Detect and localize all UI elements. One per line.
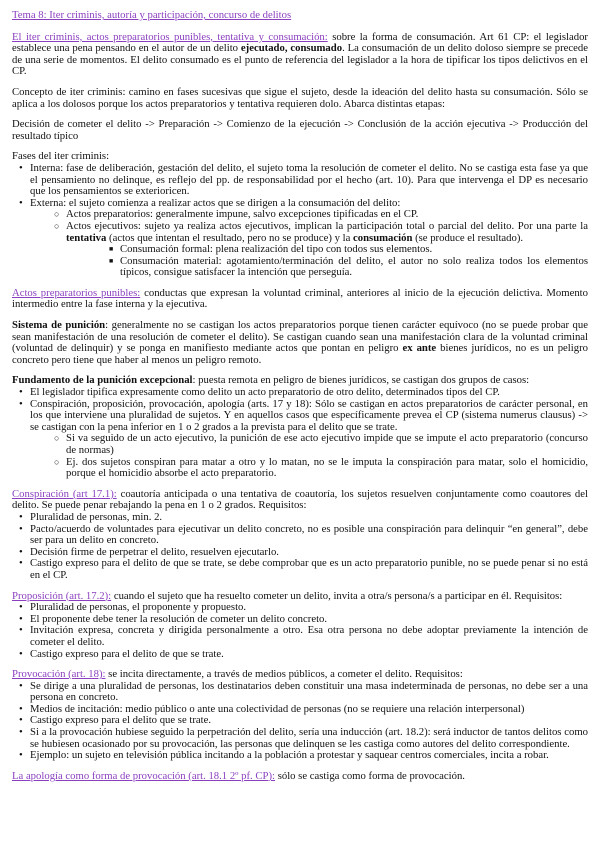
consumacion-sublist xyxy=(66,244,588,279)
text-segment: Externa: el sujeto comienza a realizar actos que se dirigen a la consumación del delito: xyxy=(30,196,401,209)
list-item: • El proponente debe tener la resolución de cometer un delito concreto. xyxy=(12,614,588,626)
bold-text: ejecutado, consumado xyxy=(240,42,343,55)
text-segment: sobre la forma de consumación. Art 61 CP: el legislador establece una pena pensando en el autor de un delito xyxy=(12,30,588,55)
paragraph-apologia xyxy=(12,771,588,783)
text-segment: conductas que expresan la voluntad criminal, anteriores al inicio de la ejecución delictiva. Momento intermedio entre la fase interna y la ejecutiva. xyxy=(12,286,588,311)
document-page xyxy=(12,0,588,782)
paragraph-conspiracion xyxy=(12,489,588,512)
heading-proposicion[interactable]: Proposición (art. 17.2): xyxy=(12,589,112,602)
list-item: • Castigo expreso para el delito de que se trate, se debe comprobar que es un acto preparatorio punible, no se puede penar si no está en el CP. xyxy=(12,558,588,581)
text-segment: : puesta remota en peligro de bienes jurídicos, se castigan dos grupos de casos: xyxy=(192,374,530,387)
heading-conspiracion[interactable]: Conspiración (art 17.1): xyxy=(12,487,117,500)
list-item: • Pacto/acuerdo de voluntades para ejecutivar un delito concreto, no es posible una conspiración para delinquir “en general”, debe ser para un delito en concreto. xyxy=(12,524,588,547)
list-item: ■ Consumación formal: plena realización del tipo con todos sus elementos. xyxy=(66,244,588,256)
list-item: • Ejemplo: un sujeto en televisión pública incitando a la población a protestar y saquear centros comerciales, incita a robar. xyxy=(12,750,588,762)
provocacion-list xyxy=(12,681,588,762)
text-segment: se incita directamente, a través de medios públicos, a cometer el delito. Requisitos: xyxy=(105,668,463,681)
paragraph-provocacion xyxy=(12,669,588,681)
text-segment: cuando el sujeto que ha resuelto cometer un delito, invita a otra/s persona/s a participar en él. Requisitos: xyxy=(111,589,563,602)
proposicion-list xyxy=(12,602,588,660)
list-item: • Castigo expreso para el delito de que se trate. xyxy=(12,649,588,661)
heading-iter-criminis[interactable]: El iter criminis, actos preparatorios punibles, tentativa y consumación: xyxy=(12,30,328,43)
list-item: • Pluralidad de personas, el proponente y propuesto. xyxy=(12,602,588,614)
list-item xyxy=(30,221,588,279)
list-item xyxy=(12,399,588,480)
bold-text: consumación xyxy=(353,231,413,244)
conspiracion-list xyxy=(12,512,588,582)
heading-sistema-punicion: Sistema de punición xyxy=(12,319,106,332)
list-item: • El legislador tipifica expresamente como delito un acto preparatorio de otro delito, determinados tipos del CP. xyxy=(12,387,588,399)
heading-fundamento: Fundamento de la punición excepcional xyxy=(12,374,193,387)
text-segment: Conspiración, proposición, provocación, apología (arts. 17 y 18): Sólo se castigan en actos preparatorios de carácter personal, en los que interviene una pluralidad de sujetos. Y en aquellos casos que específicamente prevea el CP (sistema numerus clausus) -> se castigan con la pena inferior en 1 o 2 grados a la prevista para el delito que se trate. xyxy=(30,397,588,433)
fases-list xyxy=(12,163,588,279)
list-item xyxy=(12,198,588,279)
list-item: • Medios de incitación: medio público o ante una colectividad de personas (no se requiere una relación interpersonal) xyxy=(12,704,588,716)
list-item: • Pluralidad de personas, min. 2. xyxy=(12,512,588,524)
externa-sublist xyxy=(30,209,588,279)
text-segment: sólo se castiga como forma de provocación. xyxy=(275,769,465,782)
heading-provocacion[interactable]: Provocación (art. 18): xyxy=(12,668,106,681)
paragraph-etapas: Decisión de cometer el delito -> Preparación -> Comienzo de la ejecución -> Conclusión de la acción ejecutiva -> Producción del resultado típico xyxy=(12,118,588,142)
paragraph-sistema-punicion xyxy=(12,320,588,366)
list-item: • Interna: fase de deliberación, gestación del delito, el sujeto toma la resolución de cometer el delito. No se castiga esta fase ya que el pensamiento no delinque, es reflejo del pp. de responsabilidad por el hecho (art. 10). Para que intervenga el DP es necesario que los pensamientos se exterioricen. xyxy=(12,163,588,198)
text-segment: : generalmente no se castigan los actos preparatorios porque tienen carácter equívoco (no se puede probar que sean manifestación de una resolución de cometer el delito). Se castigan cuando sean una manifestación clara de la voluntad criminal (voluntad de delinquir) y se ponga en manifiesto mediante actos que pontan en peligro xyxy=(12,319,588,355)
text-segment: (actos que intentan el resultado, pero no se produce) y la xyxy=(106,231,353,244)
fundamento-sublist xyxy=(30,433,588,479)
text-segment: Actos ejecutivos: sujeto ya realiza actos ejecutivos, implican la participación total o parcial del delito. Por una parte la xyxy=(66,219,588,232)
heading-actos-preparatorios[interactable]: Actos preparatorios punibles: xyxy=(12,286,141,299)
list-item: • Se dirige a una pluralidad de personas, los destinatarios deben constituir una masa indeterminada de personas, no debe ser a una persona en concreto. xyxy=(12,681,588,704)
list-item: ○ Actos preparatorios: generalmente impune, salvo excepciones tipificadas en el CP. xyxy=(30,209,588,221)
paragraph-concepto: Concepto de iter criminis: camino en fases sucesivas que sigue el sujeto, desde la ideación del delito hasta su consumación. Sólo se aplica a los dolosos porque los actos preparatorios y tentativa requieren dolo. Abarca distintas etapas: xyxy=(12,85,588,110)
bold-text: ex ante xyxy=(402,342,437,355)
document-title: Tema 8: Iter criminis, autoría y participación, concurso de delitos xyxy=(12,9,292,21)
paragraph-iter-criminis xyxy=(12,32,588,78)
text-segment: (se produce el resultado). xyxy=(412,231,524,244)
list-item: • Castigo expreso para el delito que se trate. xyxy=(12,715,588,727)
list-item: • Decisión firme de perpetrar el delito, resuelven ejecutarlo. xyxy=(12,547,588,559)
text-segment: . La consumación de un delito doloso siempre se precede de una serie de momentos. El delito consumado es el punto de referencia del legislador a la hora de tipificar los tipos delictivos en el CP. xyxy=(12,42,588,78)
list-item: ○ Si va seguido de un acto ejecutivo, la punición de ese acto ejecutivo impide que se impute el acto preparatorio (concurso de normas) xyxy=(30,433,588,456)
list-item: • Invitación expresa, concreta y dirigida personalmente a otro. Esa otra persona no debe adoptar previamente la intención de cometer el delito. xyxy=(12,625,588,648)
list-item: ■ Consumación material: agotamiento/terminación del delito, el autor no solo realiza todos los elementos típicos, consigue satisfacer la intención que perseguía. xyxy=(66,256,588,279)
list-item: • Si a la provocación hubiese seguido la perpetración del delito, sería una inducción (art. 18.2): será inductor de tantos delitos como se hubiesen ocasionado por su provocación, las personas que delinquen se les castiga como autores del delito correspondiente. xyxy=(12,727,588,750)
list-item: ○ Ej. dos sujetos conspiran para matar a otro y lo matan, no se le imputa la conspiración para matar, solo el homicidio, porque el homicidio absorbe el acto preparatorio. xyxy=(30,457,588,480)
heading-apologia[interactable]: La apología como forma de provocación (art. 18.1 2º pf. CP): xyxy=(12,769,276,782)
paragraph-actos-preparatorios xyxy=(12,288,588,311)
bold-text: tentativa xyxy=(66,231,107,244)
fases-label: Fases del iter criminis: xyxy=(12,150,110,163)
fundamento-list xyxy=(12,387,588,480)
text-segment: bienes jurídicos, no es un peligro concreto pero tiene que haber al menos un peligro remoto. xyxy=(12,342,588,366)
text-segment: coautoría anticipada o una tentativa de coautoría, los sujetos resuelven conjuntamente como coautores del delito. Se puede penar rebajando la pena en 1 o 2 grados. Requisitos: xyxy=(12,487,588,512)
